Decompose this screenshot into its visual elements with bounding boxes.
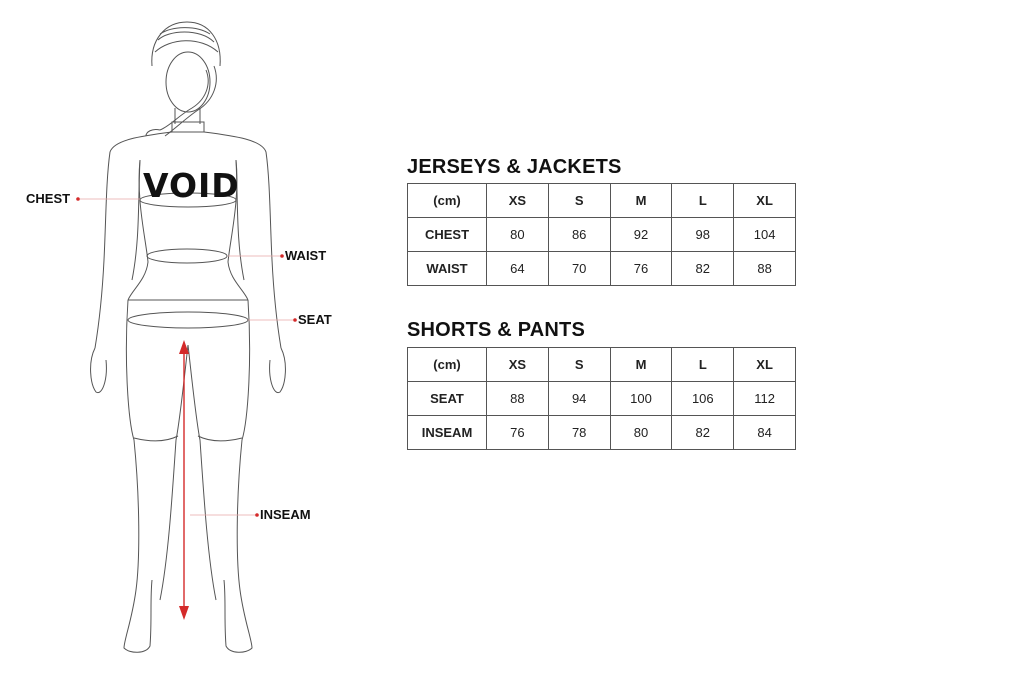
shorts-pants-title: SHORTS & PANTS (407, 319, 585, 341)
row-label: CHEST (408, 218, 487, 252)
size-header: M (610, 184, 672, 218)
size-header: S (548, 184, 610, 218)
size-header: S (548, 348, 610, 382)
table-cell: 82 (672, 416, 734, 450)
table-cell: 92 (610, 218, 672, 252)
table-cell: 70 (548, 252, 610, 286)
inseam-label: INSEAM (260, 507, 311, 522)
table-cell: 86 (548, 218, 610, 252)
table-row (408, 218, 796, 252)
table-row (408, 382, 796, 416)
unit-header: (cm) (408, 348, 487, 382)
size-header: XS (487, 348, 549, 382)
table-cell: 64 (487, 252, 549, 286)
jerseys-jackets-title: JERSEYS & JACKETS (407, 156, 622, 178)
row-label: SEAT (408, 382, 487, 416)
brand-logo: VOID (143, 166, 240, 205)
table-header-row (408, 348, 796, 382)
table-row (408, 416, 796, 450)
table-cell: 76 (487, 416, 549, 450)
table-cell: 88 (734, 252, 796, 286)
chest-label: CHEST (26, 191, 71, 206)
jerseys-jackets-table (407, 183, 796, 286)
size-header: L (672, 348, 734, 382)
table-row (408, 252, 796, 286)
table-cell: 88 (487, 382, 549, 416)
size-header: XL (734, 348, 796, 382)
table-cell: 76 (610, 252, 672, 286)
waist-label: WAIST (285, 248, 327, 263)
size-header: XL (734, 184, 796, 218)
row-label: INSEAM (408, 416, 487, 450)
table-cell: 98 (672, 218, 734, 252)
row-label: WAIST (408, 252, 487, 286)
size-header: L (672, 184, 734, 218)
table-cell: 78 (548, 416, 610, 450)
table-cell: 112 (734, 382, 796, 416)
table-cell: 104 (734, 218, 796, 252)
table-cell: 82 (672, 252, 734, 286)
table-cell: 94 (548, 382, 610, 416)
table-cell: 80 (487, 218, 549, 252)
table-cell: 84 (734, 416, 796, 450)
body-outline-illustration (0, 0, 400, 683)
size-header: XS (487, 184, 549, 218)
table-cell: 100 (610, 382, 672, 416)
body-figure (0, 0, 400, 683)
table-cell: 80 (610, 416, 672, 450)
unit-header: (cm) (408, 184, 487, 218)
table-cell: 106 (672, 382, 734, 416)
seat-label: SEAT (298, 312, 332, 327)
size-header: M (610, 348, 672, 382)
table-header-row (408, 184, 796, 218)
shorts-pants-table (407, 347, 796, 450)
